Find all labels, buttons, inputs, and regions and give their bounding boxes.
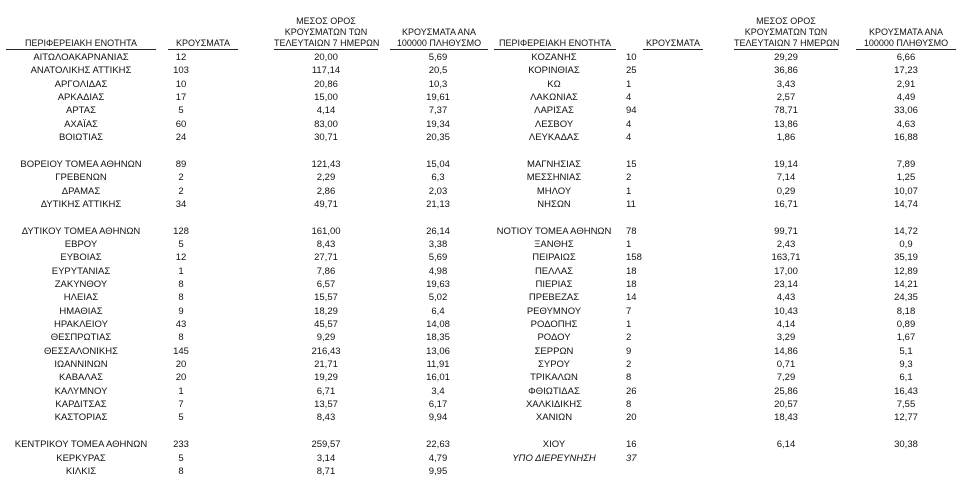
cases-cell: 233 (173, 439, 189, 451)
region-cell: ΗΜΑΘΙΑΣ (59, 305, 103, 317)
avg-cell: 36,86 (774, 65, 798, 77)
region-cell: ΚΟΡΙΝΘΙΑΣ (528, 65, 580, 77)
region-cell: ΚΑΣΤΟΡΙΑΣ (54, 412, 108, 424)
per100k-cell: 7,37 (428, 105, 448, 117)
per100k-cell: 5,1 (899, 345, 913, 357)
avg-cell: 20,86 (314, 78, 338, 90)
cases-cell: 4 (626, 132, 632, 144)
avg-cell: 3,29 (776, 332, 796, 344)
region-cell: ΛΑΚΩΝΙΑΣ (530, 92, 578, 104)
cases-cell: 10 (626, 52, 637, 63)
cases-cell: 4 (626, 92, 632, 104)
region-cell: ΧΑΛΚΙΔΙΚΗΣ (525, 399, 583, 411)
avg-cell: 29,29 (774, 52, 798, 63)
per100k-cell: 14,21 (894, 278, 918, 290)
avg-cell: 4,14 (776, 319, 796, 330)
left-header-per100k: ΚΡΟΥΣΜΑΤΑ ΑΝΑ 100000 ΠΛΗΘΥΣΜΟ (390, 27, 488, 50)
region-cell: ΕΒΡΟΥ (64, 238, 98, 250)
cases-cell: 1 (626, 319, 632, 330)
per100k-cell: 4,98 (428, 265, 448, 277)
region-cell: ΖΑΚΥΝΘΟΥ (54, 278, 108, 290)
cases-cell: 5 (178, 412, 184, 424)
avg-cell: 7,14 (776, 172, 796, 184)
cases-cell: 1 (178, 385, 184, 397)
avg-cell: 15,00 (314, 92, 338, 104)
cases-cell: 20 (626, 412, 637, 424)
right-header-per100k: ΚΡΟΥΣΜΑΤΑ ΑΝΑ 100000 ΠΛΗΘΥΣΜΟ (856, 27, 956, 50)
region-cell: ΠΕΛΛΑΣ (534, 265, 574, 277)
per100k-cell: 1,25 (896, 172, 916, 184)
cases-cell: 1 (178, 265, 184, 277)
region-cell: ΛΑΡΙΣΑΣ (534, 105, 574, 117)
cases-cell: 16 (626, 439, 637, 451)
cases-cell: 43 (175, 319, 187, 330)
left-header-avg: ΜΕΣΟΣ ΟΡΟΣ ΚΡΟΥΣΜΑΤΩΝ ΤΩΝ ΤΕΛΕΥΤΑΙΩΝ 7 ΗΜΕΡΩΝ (274, 16, 380, 48)
cases-cell: 78 (626, 225, 637, 237)
avg-cell: 3,14 (316, 452, 336, 464)
per100k-cell: 4,63 (896, 118, 916, 130)
avg-cell: 14,86 (774, 345, 798, 357)
cases-cell: 11 (626, 198, 636, 210)
cases-cell: 9 (626, 345, 632, 357)
per100k-cell: 12,77 (894, 412, 918, 424)
right-header-cases: ΚΡΟΥΣΜΑΤΑ (643, 38, 703, 50)
region-cell: ΧΑΝΙΩΝ (535, 412, 573, 424)
cases-cell: 1 (626, 78, 632, 90)
cases-cell: 94 (626, 105, 637, 117)
per100k-cell: 7,55 (896, 399, 916, 411)
avg-cell: 19,29 (314, 372, 338, 384)
avg-cell: 6,14 (776, 439, 796, 451)
avg-cell: 8,71 (316, 465, 336, 477)
per100k-cell: 5,69 (428, 52, 448, 63)
cases-cell: 8 (178, 332, 184, 344)
per100k-cell: 11,91 (426, 359, 450, 371)
cases-cell: 8 (626, 399, 632, 411)
region-cell: ΑΡΤΑΣ (66, 105, 96, 117)
avg-cell: 117,14 (311, 65, 341, 77)
avg-cell: 7,29 (776, 372, 796, 384)
region-cell: ΑΙΤΩΛΟΑΚΑΡΝΑΝΙΑΣ (33, 52, 129, 63)
right-header-region: ΠΕΡΙΦΕΡΕΙΑΚΗ ΕΝΟΤΗΤΑ (494, 38, 616, 50)
per100k-cell: 24,35 (894, 292, 918, 304)
cases-cell: 12 (175, 52, 187, 63)
region-cell: ΜΗΛΟΥ (536, 185, 572, 197)
per100k-cell: 3,4 (431, 385, 445, 397)
per100k-cell: 0,89 (896, 319, 916, 330)
per100k-cell: 9,95 (428, 465, 448, 477)
per100k-cell: 4,79 (428, 452, 448, 464)
per100k-cell: 5,02 (428, 292, 448, 304)
cases-cell: 2 (178, 172, 184, 184)
avg-cell: 0,29 (776, 185, 796, 197)
cases-cell: 2 (178, 185, 184, 197)
left-header-region: ΠΕΡΙΦΕΡΕΙΑΚΗ ΕΝΟΤΗΤΑ (6, 38, 156, 50)
region-cell: ΠΕΙΡΑΙΩΣ (532, 252, 576, 264)
cases-cell: 1 (626, 238, 632, 250)
avg-cell: 121,43 (311, 158, 341, 170)
cases-cell: 89 (175, 158, 187, 170)
region-cell: ΑΡΚΑΔΙΑΣ (57, 92, 105, 104)
right-header-avg: ΜΕΣΟΣ ΟΡΟΣ ΚΡΟΥΣΜΑΤΩΝ ΤΩΝ ΤΕΛΕΥΤΑΙΩΝ 7 ΗΜΕΡΩΝ (734, 16, 840, 48)
region-cell: ΒΟΙΩΤΙΑΣ (58, 132, 104, 144)
per100k-cell: 6,4 (431, 305, 445, 317)
per100k-cell: 35,19 (894, 252, 918, 264)
per100k-cell: 19,61 (426, 92, 450, 104)
per100k-cell: 30,38 (894, 439, 918, 451)
per100k-cell: 2,91 (896, 78, 916, 90)
avg-cell: 21,71 (314, 359, 338, 371)
per100k-cell: 2,03 (428, 185, 448, 197)
cases-cell: 24 (175, 132, 187, 144)
region-cell: ΚΩ (547, 78, 561, 90)
per100k-cell: 20,5 (428, 65, 448, 77)
per100k-cell: 33,06 (894, 105, 918, 117)
per100k-cell: 5,69 (428, 252, 448, 264)
cases-cell: 9 (178, 305, 184, 317)
cases-cell: 20 (175, 359, 187, 371)
region-cell: ΔΥΤΙΚΗΣ ΑΤΤΙΚΗΣ (40, 198, 122, 210)
cases-cell: 5 (178, 452, 184, 464)
avg-cell: 19,14 (774, 158, 798, 170)
per100k-cell: 10,3 (428, 78, 448, 90)
cases-cell: 158 (626, 252, 642, 264)
avg-cell: 2,86 (316, 185, 336, 197)
avg-cell: 99,71 (774, 225, 798, 237)
cases-cell: 18 (626, 278, 637, 290)
region-cell: ΕΥΡΥΤΑΝΙΑΣ (51, 265, 111, 277)
cases-cell: 34 (175, 198, 187, 210)
per100k-cell: 26,14 (426, 225, 450, 237)
region-cell: ΠΡΕΒΕΖΑΣ (528, 292, 580, 304)
region-cell: ΡΕΘΥΜΝΟΥ (526, 305, 582, 317)
per100k-cell: 13,06 (426, 345, 450, 357)
left-header-cases: ΚΡΟΥΣΜΑΤΑ (168, 38, 238, 50)
cases-cell: 2 (626, 359, 632, 371)
per100k-cell: 9,94 (428, 412, 448, 424)
avg-cell: 27,71 (314, 252, 338, 264)
per100k-cell: 6,66 (896, 52, 916, 63)
per100k-cell: 16,01 (426, 372, 450, 384)
region-cell: ΗΛΕΙΑΣ (63, 292, 99, 304)
region-cell: ΠΙΕΡΙΑΣ (535, 278, 573, 290)
region-cell: ΝΟΤΙΟΥ ΤΟΜΕΑ ΑΘΗΝΩΝ (496, 225, 612, 237)
cases-cell: 8 (178, 292, 184, 304)
per100k-cell: 20,35 (426, 132, 450, 144)
cases-cell: 26 (626, 385, 637, 397)
per100k-cell: 3,38 (428, 238, 448, 250)
avg-cell: 7,86 (316, 265, 336, 277)
avg-cell: 13,86 (774, 118, 798, 130)
region-cell: ΙΩΑΝΝΙΝΩΝ (54, 359, 108, 371)
avg-cell: 16,71 (774, 198, 798, 210)
cases-cell: 2 (626, 172, 632, 184)
avg-cell: 161,00 (311, 225, 341, 237)
avg-cell: 83,00 (314, 118, 338, 130)
avg-cell: 2,29 (316, 172, 336, 184)
avg-cell: 20,00 (314, 52, 338, 63)
cases-cell: 60 (175, 118, 187, 130)
region-cell: ΝΗΣΩΝ (537, 198, 571, 210)
region-cell: ΛΕΥΚΑΔΑΣ (528, 132, 580, 144)
avg-cell: 25,86 (774, 385, 798, 397)
avg-cell: 6,57 (316, 278, 336, 290)
region-cell: ΚΑΛΥΜΝΟΥ (54, 385, 108, 397)
per100k-cell: 4,49 (896, 92, 916, 104)
per100k-cell: 14,74 (894, 198, 918, 210)
region-cell: ΣΥΡΟΥ (538, 359, 570, 371)
per100k-cell: 10,07 (894, 185, 918, 197)
region-cell: ΚΕΡΚΥΡΑΣ (56, 452, 106, 464)
region-cell: ΑΧΑΪΑΣ (64, 118, 98, 130)
region-cell: ΜΕΣΣΗΝΙΑΣ (526, 172, 582, 184)
per100k-cell: 14,72 (894, 225, 918, 237)
cases-cell: 8 (178, 278, 184, 290)
avg-cell: 18,29 (314, 305, 338, 317)
avg-cell: 8,43 (316, 238, 336, 250)
cases-cell: 20 (175, 372, 187, 384)
region-cell: ΤΡΙΚΑΛΩΝ (530, 372, 578, 384)
region-cell: ΓΡΕΒΕΝΩΝ (55, 172, 107, 184)
avg-cell: 3,43 (776, 78, 796, 90)
per100k-cell: 6,17 (428, 399, 448, 411)
avg-cell: 4,14 (316, 105, 336, 117)
cases-cell: 145 (173, 345, 189, 357)
avg-cell: 163,71 (771, 252, 801, 264)
per100k-cell: 1,67 (896, 332, 916, 344)
cases-cell: 14 (626, 292, 637, 304)
avg-cell: 13,57 (314, 399, 338, 411)
region-cell: ΔΥΤΙΚΟΥ ΤΟΜΕΑ ΑΘΗΝΩΝ (21, 225, 141, 237)
region-cell: ΚΑΒΑΛΑΣ (59, 372, 103, 384)
cases-cell: 103 (173, 65, 189, 77)
region-cell: ΔΡΑΜΑΣ (61, 185, 101, 197)
per100k-cell: 6,3 (431, 172, 445, 184)
cases-cell: 17 (175, 92, 187, 104)
avg-cell: 17,00 (774, 265, 798, 277)
cases-cell: 8 (178, 465, 184, 477)
region-cell: ΑΡΓΟΛΙΔΑΣ (54, 78, 108, 90)
cases-cell: 37 (626, 452, 637, 464)
per100k-cell: 15,04 (426, 158, 450, 170)
avg-cell: 49,71 (314, 198, 338, 210)
cases-cell: 4 (626, 118, 632, 130)
region-cell: ΜΑΓΝΗΣΙΑΣ (527, 158, 581, 170)
avg-cell: 23,14 (774, 278, 798, 290)
per100k-cell: 9,3 (899, 359, 913, 371)
region-cell: ΘΕΣΠΡΩΤΙΑΣ (50, 332, 112, 344)
region-cell: ΣΕΡΡΩΝ (534, 345, 574, 357)
avg-cell: 259,57 (311, 439, 341, 451)
region-cell: ΒΟΡΕΙΟΥ ΤΟΜΕΑ ΑΘΗΝΩΝ (20, 158, 142, 170)
per100k-cell: 14,08 (426, 319, 450, 330)
cases-cell: 8 (626, 372, 632, 384)
cases-cell: 18 (626, 265, 637, 277)
per100k-cell: 17,23 (894, 65, 918, 77)
avg-cell: 0,71 (776, 359, 796, 371)
cases-cell: 15 (626, 158, 637, 170)
per100k-cell: 21,13 (426, 198, 450, 210)
per100k-cell: 6,1 (899, 372, 913, 384)
region-cell: ΧΙΟΥ (542, 439, 566, 451)
avg-cell: 20,57 (774, 399, 798, 411)
region-cell: ΡΟΔΟΥ (537, 332, 571, 344)
avg-cell: 10,43 (774, 305, 798, 317)
cases-cell: 7 (178, 399, 184, 411)
avg-cell: 2,57 (776, 92, 796, 104)
per100k-cell: 0,9 (899, 238, 913, 250)
region-cell: ΞΑΝΘΗΣ (534, 238, 574, 250)
avg-cell: 8,43 (316, 412, 336, 424)
avg-cell: 2,43 (776, 238, 796, 250)
avg-cell: 216,43 (311, 345, 341, 357)
region-cell: ΡΟΔΟΠΗΣ (530, 319, 578, 330)
cases-cell: 5 (178, 238, 184, 250)
region-cell: ΑΝΑΤΟΛΙΚΗΣ ΑΤΤΙΚΗΣ (30, 65, 132, 77)
region-cell: ΗΡΑΚΛΕΙΟΥ (54, 319, 108, 330)
per100k-cell: 19,63 (426, 278, 450, 290)
cases-cell: 1 (626, 185, 632, 197)
cases-cell: 128 (173, 225, 189, 237)
region-cell: ΛΕΣΒΟΥ (534, 118, 574, 130)
region-cell: ΚΕΝΤΡΙΚΟΥ ΤΟΜΕΑ ΑΘΗΝΩΝ (14, 439, 148, 451)
region-cell: ΘΕΣΣΑΛΟΝΙΚΗΣ (44, 345, 118, 357)
avg-cell: 9,29 (316, 332, 336, 344)
per100k-cell: 19,34 (426, 118, 450, 130)
region-cell: ΕΥΒΟΙΑΣ (60, 252, 102, 264)
avg-cell: 1,86 (776, 132, 796, 144)
avg-cell: 6,71 (316, 385, 336, 397)
cases-cell: 25 (626, 65, 637, 77)
avg-cell: 18,43 (774, 412, 798, 424)
avg-cell: 4,43 (776, 292, 796, 304)
cases-cell: 12 (175, 252, 187, 264)
per100k-cell: 7,89 (896, 158, 916, 170)
cases-cell: 7 (626, 305, 632, 317)
region-cell: ΚΟΖΑΝΗΣ (531, 52, 577, 63)
region-cell: ΦΘΙΩΤΙΔΑΣ (528, 385, 580, 397)
per100k-cell: 8,18 (896, 305, 916, 317)
avg-cell: 45,57 (314, 319, 338, 330)
avg-cell: 15,57 (314, 292, 338, 304)
per100k-cell: 16,88 (894, 132, 918, 144)
avg-cell: 78,71 (774, 105, 798, 117)
region-cell: ΚΑΡΔΙΤΣΑΣ (55, 399, 107, 411)
per100k-cell: 12,89 (894, 265, 918, 277)
region-cell: ΚΙΛΚΙΣ (65, 465, 97, 477)
avg-cell: 30,71 (314, 132, 338, 144)
region-cell: ΥΠΟ ΔΙΕΡΕΥΝΗΣΗ (512, 452, 596, 464)
per100k-cell: 18,35 (426, 332, 450, 344)
cases-cell: 2 (626, 332, 632, 344)
per100k-cell: 22,63 (426, 439, 450, 451)
per100k-cell: 16,43 (894, 385, 918, 397)
cases-cell: 10 (175, 78, 187, 90)
cases-cell: 5 (178, 105, 184, 117)
